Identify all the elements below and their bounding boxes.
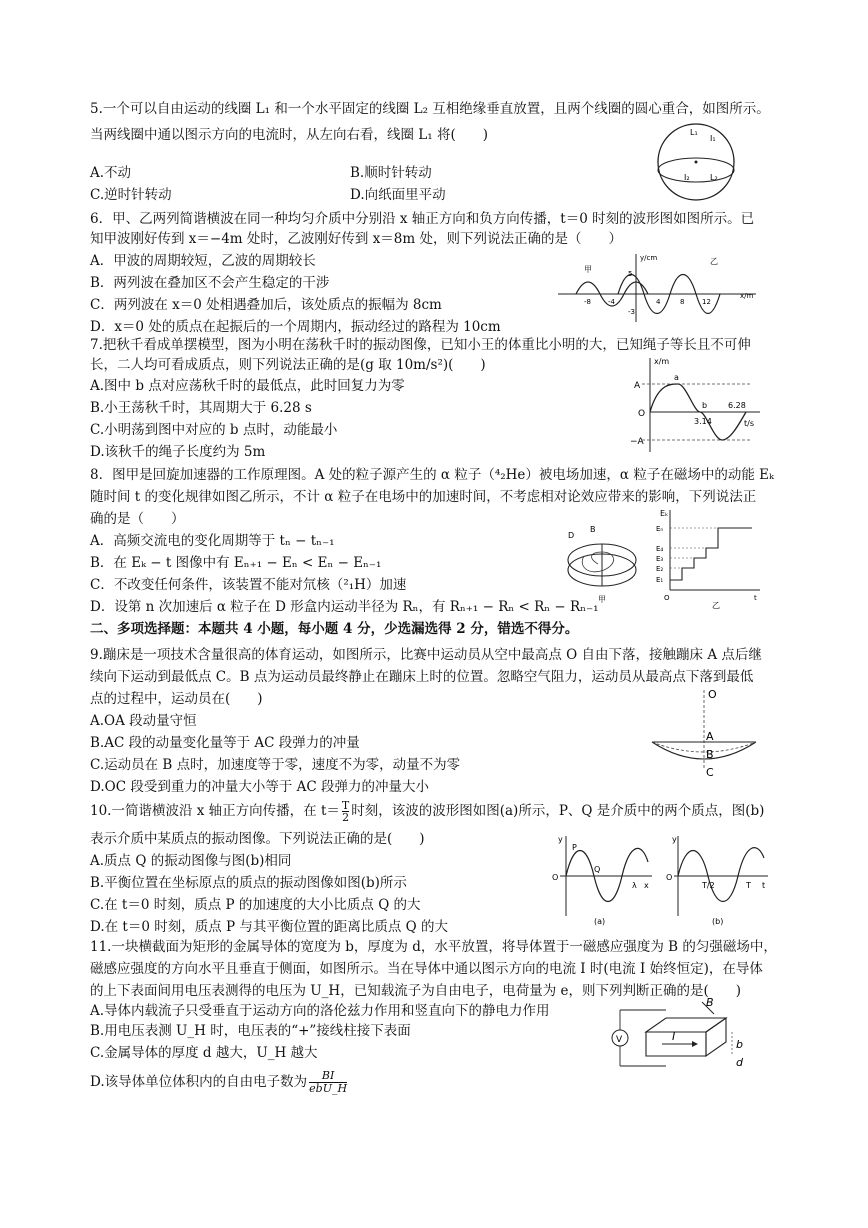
q8-label-e2: E₂: [656, 565, 664, 573]
q10-frac-num: T: [341, 799, 350, 812]
q8-option-c[interactable]: C．不改变任何条件，该装置不能对氘核（²₁H）加速: [90, 577, 407, 593]
q10b-label-time: t: [762, 881, 766, 890]
q9-stem-line1: 9.蹦床是一项技术含量很高的体育运动，如图所示，比赛中运动员从空中最高点 O 自由下落，接触蹦床 A 点后继: [90, 647, 762, 663]
q10-stem-line1: [90, 800, 764, 823]
q6-label-yi: 乙: [710, 257, 718, 266]
q7-label-b-point: b: [702, 401, 708, 410]
q5-stem-line1: 5.一个可以自由运动的线圈 L₁ 和一个水平固定的线圈 L₂ 互相绝缘垂直放置，且两个线圈的圆心重合，如图所示。: [90, 101, 770, 117]
q11-option-b[interactable]: B.用电压表测 U_H 时，电压表的“+”接线柱接下表面: [90, 1023, 411, 1039]
q6-label-5: 5: [628, 270, 633, 278]
q9-stem-line3: 点的过程中，运动员在( ): [90, 691, 263, 707]
q10a-wave: [566, 848, 648, 901]
q8-label-jia: 甲: [598, 595, 606, 604]
q10-option-b[interactable]: B.平衡位置在坐标原点的质点的振动图像如图(b)所示: [90, 875, 407, 891]
q10b-label-y: y: [672, 835, 677, 844]
q6-label-neg4: -4: [608, 298, 615, 306]
q7-label-314: 3.14: [694, 417, 712, 426]
q8-label-b: B: [590, 525, 596, 534]
q8-energy-graph: [648, 506, 764, 610]
q5-option-c[interactable]: C.逆时针转动: [90, 187, 172, 203]
q7-option-a[interactable]: A.图中 b 点对应荡秋千时的最低点，此时回复力为零: [90, 378, 405, 394]
q7-oscillation-figure: [628, 354, 768, 458]
q7-label-neg-a: −A: [630, 437, 644, 447]
q10-stem-prefix: 10.一简谐横波沿 x 轴正方向传播，在 t＝: [90, 803, 340, 819]
q11-label-b-width: b: [736, 1038, 743, 1051]
q11-stem-line2: 磁感应强度的方向水平且垂直于侧面，如图所示。当在导体中通以图示方向的电流 I 时(电流 I 始终恒定)，在导体: [90, 961, 763, 977]
q5-option-a[interactable]: A.不动: [90, 165, 132, 181]
q9-option-d[interactable]: D.OC 段受到重力的冲量大小等于 AC 段弹力的冲量大小: [90, 779, 429, 795]
q8-spiral-path: [582, 552, 613, 572]
q6-label-neg8: -8: [584, 298, 591, 306]
q6-option-a[interactable]: A．甲波的周期较短，乙波的周期较长: [90, 253, 316, 269]
q10-stem-suffix: 时刻，该波的波形图如图(a)所示，P、Q 是介质中的两个质点，图(b): [351, 803, 765, 819]
q10-frac-den: 2: [342, 811, 350, 824]
q11-label-b-field: B: [706, 996, 714, 1009]
q6-option-c[interactable]: C．两列波在 x＝0 处相遇叠加后，该处质点的振幅为 8cm: [90, 297, 442, 313]
q9-trampoline-figure: [646, 684, 762, 788]
q7-option-d[interactable]: D.该秋千的绳子长度约为 5m: [90, 444, 266, 460]
coil-center-dot: [695, 161, 698, 164]
q5-label-i2: I₂: [684, 173, 690, 182]
q11-stem-line1: 11.一块横截面为矩形的金属导体的宽度为 b，厚度为 d，水平放置，将导体置于一磁感应强度为 B 的匀强磁场中，: [90, 939, 777, 955]
q7-label-a-amp: A: [634, 381, 641, 391]
q5-option-d[interactable]: D.向纸面里平动: [350, 187, 446, 203]
q10a-label-q: Q: [594, 865, 601, 874]
q7-label-a-point: a: [674, 373, 679, 382]
q11-label-d: d: [736, 1056, 743, 1069]
q8-label-e4: E₄: [656, 545, 664, 553]
q11-frac-num: BI: [309, 1070, 347, 1083]
q11-option-d[interactable]: [90, 1070, 347, 1095]
q7-label-628: 6.28: [728, 401, 746, 410]
q9-stem-line2: 续向下运动到最低点 C。B 点为运动员最终静止在蹦床上时的位置。忽略空气阻力，运动员从最高点下落到最低: [90, 669, 754, 685]
q6-option-d[interactable]: D．x＝0 处的质点在起振后的一个周期内，振动经过的路程为 10cm: [90, 319, 501, 335]
q10b-label-half-t: T/2: [702, 881, 715, 890]
q5-option-b[interactable]: B.顺时针转动: [350, 165, 432, 181]
q9-label-c: C: [706, 766, 714, 779]
q5-label-l1: L₁: [690, 128, 698, 137]
q8-label-t: t: [754, 594, 757, 602]
q10-option-a[interactable]: A.质点 Q 的振动图像与图(b)相同: [90, 853, 292, 869]
section-2-heading: 二、多项选择题：本题共 4 小题，每小题 4 分，少选漏选得 2 分，错选不得分。: [90, 621, 579, 637]
q10a-caption: (a): [594, 917, 606, 926]
q5-label-l2: L₂: [710, 173, 718, 182]
q10a-label-o: O: [552, 873, 559, 882]
q8-stem-line2: 随时间 t 的变化规律如图乙所示，不计 α 粒子在电场中的加速时间，不考虑相对论效应带来的影响，下列说法正: [90, 489, 757, 505]
q8-label-e3: E₃: [656, 555, 664, 563]
q11-label-v: V: [616, 1035, 623, 1045]
q9-label-b: B: [706, 748, 714, 761]
q5-stem-line2: 当两线圈中通以图示方向的电流时，从左向右看，线圈 L₁ 将( ): [90, 127, 488, 143]
q10-option-d[interactable]: D.在 t＝0 时刻，质点 P 与其平衡位置的距离比质点 Q 的大: [90, 919, 449, 935]
q6-label-ycm: y/cm: [640, 254, 658, 262]
q11-option-d-text: D.该导体单位体积内的自由电子数为: [90, 1074, 308, 1090]
q11-option-a[interactable]: A.导体内载流子只受垂直于运动方向的洛伦兹力作用和竖直向下的静电力作用: [90, 1003, 550, 1019]
q10b-label-o: O: [666, 873, 673, 882]
q7-option-c[interactable]: C.小明荡到图中对应的 b 点时，动能最小: [90, 422, 338, 438]
q10-option-c[interactable]: C.在 t＝0 时刻，质点 P 的加速度的大小比质点 Q 的大: [90, 897, 421, 913]
q6-label-neg3: -3: [628, 308, 635, 316]
q8-label-yi: 乙: [712, 601, 720, 610]
q7-label-ts: t/s: [744, 419, 754, 428]
q10b-wave: [678, 848, 764, 902]
q8-staircase: [670, 528, 752, 580]
q8-cyclotron-figure: [564, 520, 644, 606]
q7-option-b[interactable]: B.小王荡秋千时，其周期大于 6.28 s: [90, 400, 312, 416]
q11-fraction: [309, 1070, 347, 1095]
q8-label-en: Eₙ: [656, 525, 664, 533]
q10b-caption: (b): [712, 917, 724, 926]
q9-option-a[interactable]: A.OA 段动量守恒: [90, 713, 197, 729]
q8-label-ek: Eₖ: [660, 509, 669, 518]
q11-current-arrowhead: [692, 1041, 698, 1047]
q6-label-12: 12: [702, 298, 711, 306]
q8-stem-line3: 确的是（ ）: [90, 511, 185, 527]
q10b-label-t: T: [746, 881, 751, 890]
q6-label-jia: 甲: [584, 265, 592, 274]
q8-option-b[interactable]: B．在 Eₖ − t 图像中有 Eₙ₊₁ − Eₙ < Eₙ − Eₙ₋₁: [90, 555, 382, 571]
q8-option-a[interactable]: A．高频交流电的变化周期等于 tₙ − tₙ₋₁: [90, 533, 335, 549]
q8-label-o: O: [664, 594, 670, 602]
q8-label-d: D: [568, 531, 575, 540]
q6-label-xm: x/m: [740, 292, 754, 300]
q8-option-d[interactable]: D．设第 n 次加速后 α 粒子在 D 形盒内运动半径为 Rₙ，有 Rₙ₊₁ − Rₙ < Rₙ − Rₙ₋₁: [90, 599, 599, 615]
q10-waveform-b: [662, 832, 772, 928]
q6-stem-line1: 6．甲、乙两列简谐横波在同一种均匀介质中分别沿 x 轴正方向和负方向传播，t＝0 时刻的波形图如图所示。已: [90, 211, 755, 227]
q10a-label-y: y: [558, 835, 563, 844]
q9-option-b[interactable]: B.AC 段的动量变化量等于 AC 段弹力的冲量: [90, 735, 360, 751]
q10-fraction: [342, 800, 349, 823]
q6-stem-line2: 知甲波刚好传到 x＝−4m 处时，乙波刚好传到 x＝8m 处，则下列说法正确的是（ ）: [90, 231, 622, 247]
q5-label-i1: I₁: [710, 134, 716, 143]
q7-label-xm: x/m: [654, 357, 670, 366]
q7-label-o: O: [638, 409, 646, 419]
q11-option-c[interactable]: C.金属导体的厚度 d 越大，U_H 越大: [90, 1045, 318, 1061]
q11-label-i: I: [672, 1030, 676, 1043]
q11-frac-den: ebU_H: [309, 1082, 348, 1095]
q10-stem-line2: 表示介质中某质点的振动图像。下列说法正确的是( ): [90, 831, 425, 847]
q6-label-4: 4: [656, 298, 661, 306]
q11-block-side: [706, 1018, 726, 1056]
q7-stem-line1: 7.把秋千看成单摆模型，图为小明在荡秋千时的振动图像，已知小王的体重比小明的大，已知绳子等长且不可伸: [90, 337, 751, 353]
q9-label-o: O: [708, 688, 717, 701]
q10-waveform-a: [546, 832, 656, 928]
q6-option-b[interactable]: B．两列波在叠加区不会产生稳定的干涉: [90, 275, 330, 291]
q9-option-c[interactable]: C.运动员在 B 点时，加速度等于零，速度不为零，动量不为零: [90, 757, 461, 773]
q11-stem-line3: 的上下表面间用电压表测得的电压为 U_H，已知载流子为自由电子，电荷量为 e，则下列判断正确的是( ): [90, 983, 742, 999]
q7-stem-line2: 长，二人均可看成质点，则下列说法正确的是(g 取 10m/s²)( ): [90, 357, 486, 373]
q10a-label-p: P: [572, 843, 577, 852]
q10a-label-lambda: λ: [632, 881, 637, 890]
q11-block-top: [646, 1018, 726, 1032]
q6-wave-figure: [556, 248, 760, 328]
q5-coil-figure: [654, 118, 740, 204]
q8-stem-line1: 8．图甲是回旋加速器的工作原理图。A 处的粒子源产生的 α 粒子（⁴₂He）被电场加速，α 粒子在磁场中的动能 Eₖ: [90, 467, 774, 483]
q8-label-e1: E₁: [656, 576, 664, 584]
q11-hall-figure: [606, 996, 756, 1080]
q9-label-a: A: [706, 730, 714, 743]
q10a-label-x: x: [644, 881, 649, 890]
q6-label-8: 8: [680, 298, 685, 306]
